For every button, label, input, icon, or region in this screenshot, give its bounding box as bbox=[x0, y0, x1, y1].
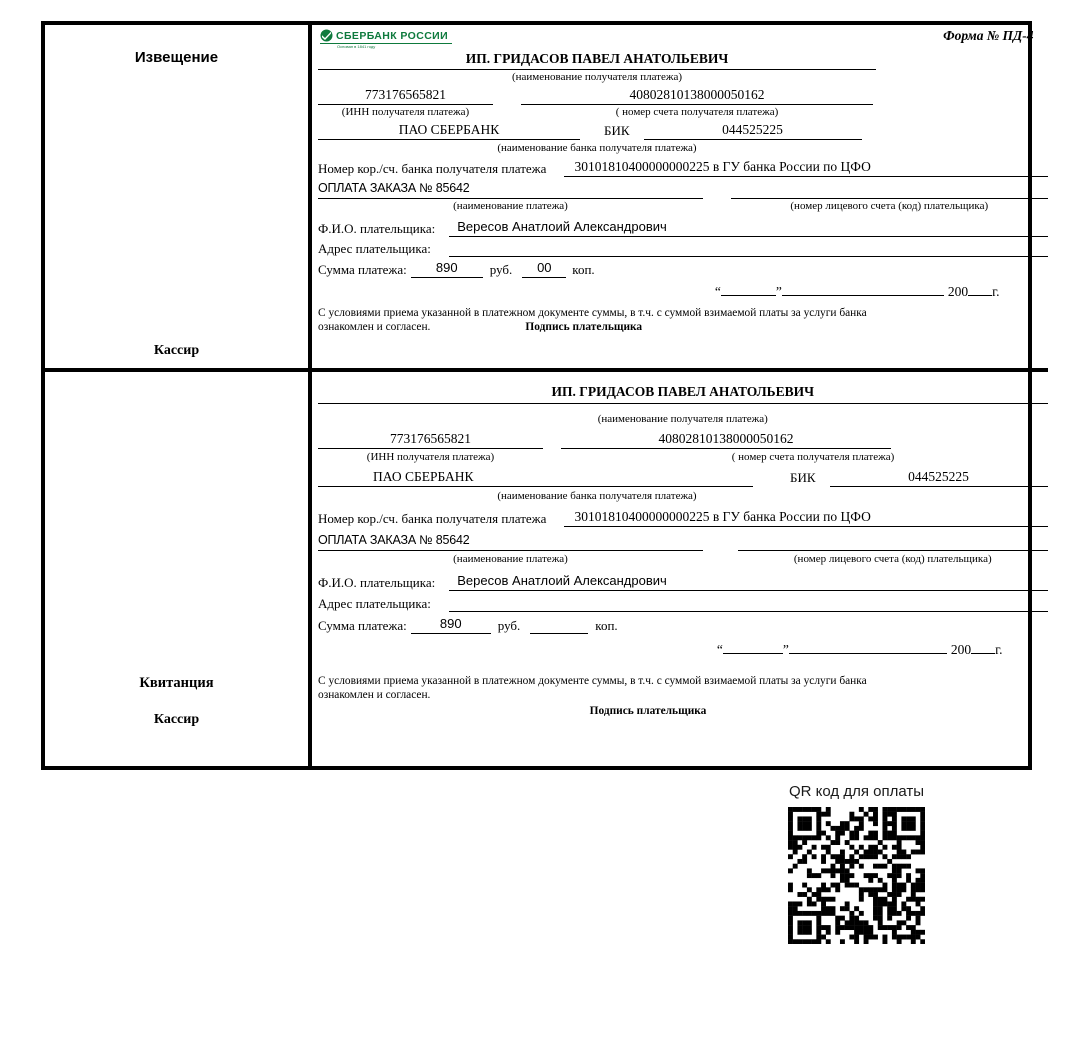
personal-account-caption: (номер лицевого счета (код) плательщика) bbox=[790, 200, 989, 212]
payment-caption: (наименование платежа) bbox=[453, 200, 568, 212]
account-value: 40802810138000050162 bbox=[521, 87, 873, 105]
notice-section bbox=[312, 25, 1048, 372]
sum-rub-value: 890 bbox=[411, 260, 483, 278]
date-year-suffix-receipt: г. bbox=[995, 642, 1003, 657]
qr-block bbox=[779, 783, 934, 949]
date-year-prefix-receipt: 200 bbox=[950, 642, 972, 657]
sberbank-logo bbox=[320, 29, 452, 49]
corr-account-label: Номер кор./сч. банка получателя платежа bbox=[318, 161, 547, 176]
agreement-line1-receipt: С условиями приема указанной в платежном документе суммы, в т.ч. с суммой взимаемой платы за услуги банка bbox=[318, 675, 867, 687]
personal-account-caption-receipt: (номер лицевого счета (код) плательщика) bbox=[793, 553, 992, 565]
payer-address-label: Адрес плательщика: bbox=[318, 241, 431, 256]
date-month-field-receipt bbox=[789, 639, 947, 654]
corr-account-value: 30101810400000000225 в ГУ банка России по ЦФО bbox=[564, 159, 1047, 177]
qr-caption: QR код для оплаты bbox=[788, 783, 924, 800]
sberbank-logo-subtext: Основан в 1841 году bbox=[337, 44, 376, 49]
inn-value-receipt: 773176565821 bbox=[318, 431, 543, 449]
payment-name-value-receipt: ОПЛАТА ЗАКАЗА № 85642 bbox=[318, 533, 703, 551]
date-year-field-receipt bbox=[971, 639, 995, 654]
date-month-field bbox=[782, 281, 944, 296]
receipt-stub-cell bbox=[45, 372, 312, 766]
sum-rub-value-receipt: 890 bbox=[411, 616, 491, 634]
account-caption: ( номер счета получателя платежа) bbox=[615, 106, 779, 118]
sberbank-logo-icon bbox=[320, 29, 333, 42]
payer-address-label-receipt: Адрес плательщика: bbox=[318, 596, 431, 611]
date-day-field bbox=[721, 281, 776, 296]
corr-account-value-receipt: 30101810400000000225 в ГУ банка России по ЦФО bbox=[564, 509, 1047, 527]
sum-label-receipt: Сумма платежа: bbox=[318, 618, 407, 633]
pd4-form bbox=[41, 21, 1032, 770]
notice-label: Извещение bbox=[134, 49, 219, 66]
date-quote-open: “ bbox=[714, 284, 721, 299]
date-row-receipt bbox=[318, 639, 1003, 658]
agreement-text bbox=[318, 307, 978, 335]
payee-caption: (наименование получателя платежа) bbox=[511, 71, 683, 83]
rub-label-receipt: руб. bbox=[497, 618, 521, 633]
payment-caption-receipt: (наименование платежа) bbox=[453, 553, 568, 565]
cashier-label-notice: Кассир bbox=[153, 343, 200, 358]
personal-account-field-receipt bbox=[738, 533, 1048, 551]
bank-caption: (наименование банка получателя платежа) bbox=[497, 142, 697, 154]
payer-name-value-receipt: Вересов Анатлоий Александрович bbox=[449, 573, 1047, 591]
notice-stub-cell bbox=[45, 25, 312, 372]
rub-label: руб. bbox=[489, 262, 513, 277]
account-value-receipt: 40802810138000050162 bbox=[561, 431, 891, 449]
payee-name-receipt: ИП. ГРИДАСОВ ПАВЕЛ АНАТОЛЬЕВИЧ bbox=[318, 384, 1048, 404]
date-quote-open-receipt: “ bbox=[716, 642, 723, 657]
kop-label-receipt: коп. bbox=[595, 618, 618, 633]
date-quote-close: ” bbox=[775, 284, 782, 299]
sberbank-logo-text: СБЕРБАНК РОССИИ bbox=[336, 29, 449, 42]
agreement-text-receipt bbox=[318, 675, 978, 719]
inn-caption-receipt: (ИНН получателя платежа) bbox=[366, 451, 495, 463]
notice-header bbox=[318, 25, 1048, 70]
cashier-label-receipt: Кассир bbox=[153, 712, 200, 727]
form-number-label: Форма № ПД-4 bbox=[943, 28, 1034, 43]
bik-value-receipt: 044525225 bbox=[830, 469, 1048, 487]
sum-label: Сумма платежа: bbox=[318, 262, 407, 277]
bank-name-value: ПАО СБЕРБАНК bbox=[318, 122, 580, 140]
bank-name-value-receipt: ПАО СБЕРБАНК bbox=[318, 469, 753, 487]
payer-name-value: Вересов Анатлоий Александрович bbox=[449, 219, 1047, 237]
agreement-line2: ознакомлен и согласен. bbox=[318, 320, 431, 333]
date-row bbox=[318, 281, 1000, 300]
payer-signature-label: Подпись плательщика bbox=[525, 320, 643, 333]
payer-name-label: Ф.И.О. плательщика: bbox=[318, 221, 436, 236]
agreement-line1: С условиями приема указанной в платежном документе суммы, в т.ч. с суммой взимаемой платы за услуги банка bbox=[318, 307, 867, 319]
bik-value: 044525225 bbox=[644, 122, 862, 140]
payer-address-value-receipt bbox=[449, 594, 1048, 612]
payment-name-value: ОПЛАТА ЗАКАЗА № 85642 bbox=[318, 181, 703, 199]
bank-caption-receipt: (наименование банка получателя платежа) bbox=[497, 490, 697, 502]
qr-code bbox=[788, 807, 925, 944]
receipt-label: Квитанция bbox=[139, 675, 214, 691]
inn-value: 773176565821 bbox=[318, 87, 493, 105]
corr-account-label-receipt: Номер кор./сч. банка получателя платежа bbox=[318, 511, 547, 526]
date-year-suffix: г. bbox=[992, 284, 1000, 299]
payee-name: ИП. ГРИДАСОВ ПАВЕЛ АНАТОЛЬЕВИЧ bbox=[318, 51, 876, 70]
payer-address-value bbox=[449, 239, 1048, 257]
date-day-field-receipt bbox=[723, 639, 783, 654]
payee-caption-receipt: (наименование получателя платежа) bbox=[597, 413, 768, 425]
receipt-section bbox=[312, 372, 1048, 766]
date-year-field bbox=[968, 281, 992, 296]
agreement-line2-receipt: ознакомлен и согласен. bbox=[318, 688, 431, 701]
bik-label: БИК bbox=[604, 123, 630, 138]
date-quote-close-receipt: ” bbox=[782, 642, 789, 657]
payer-signature-label-receipt: Подпись плательщика bbox=[589, 704, 707, 717]
sum-kop-value-receipt bbox=[530, 616, 588, 634]
date-year-prefix: 200 bbox=[947, 284, 969, 299]
kop-label: коп. bbox=[572, 262, 595, 277]
bik-label-receipt: БИК bbox=[790, 470, 816, 485]
sum-kop-value: 00 bbox=[522, 260, 566, 278]
account-caption-receipt: ( номер счета получателя платежа) bbox=[731, 451, 895, 463]
inn-caption: (ИНН получателя платежа) bbox=[341, 106, 470, 118]
payer-name-label-receipt: Ф.И.О. плательщика: bbox=[318, 575, 436, 590]
personal-account-field bbox=[731, 181, 1048, 199]
